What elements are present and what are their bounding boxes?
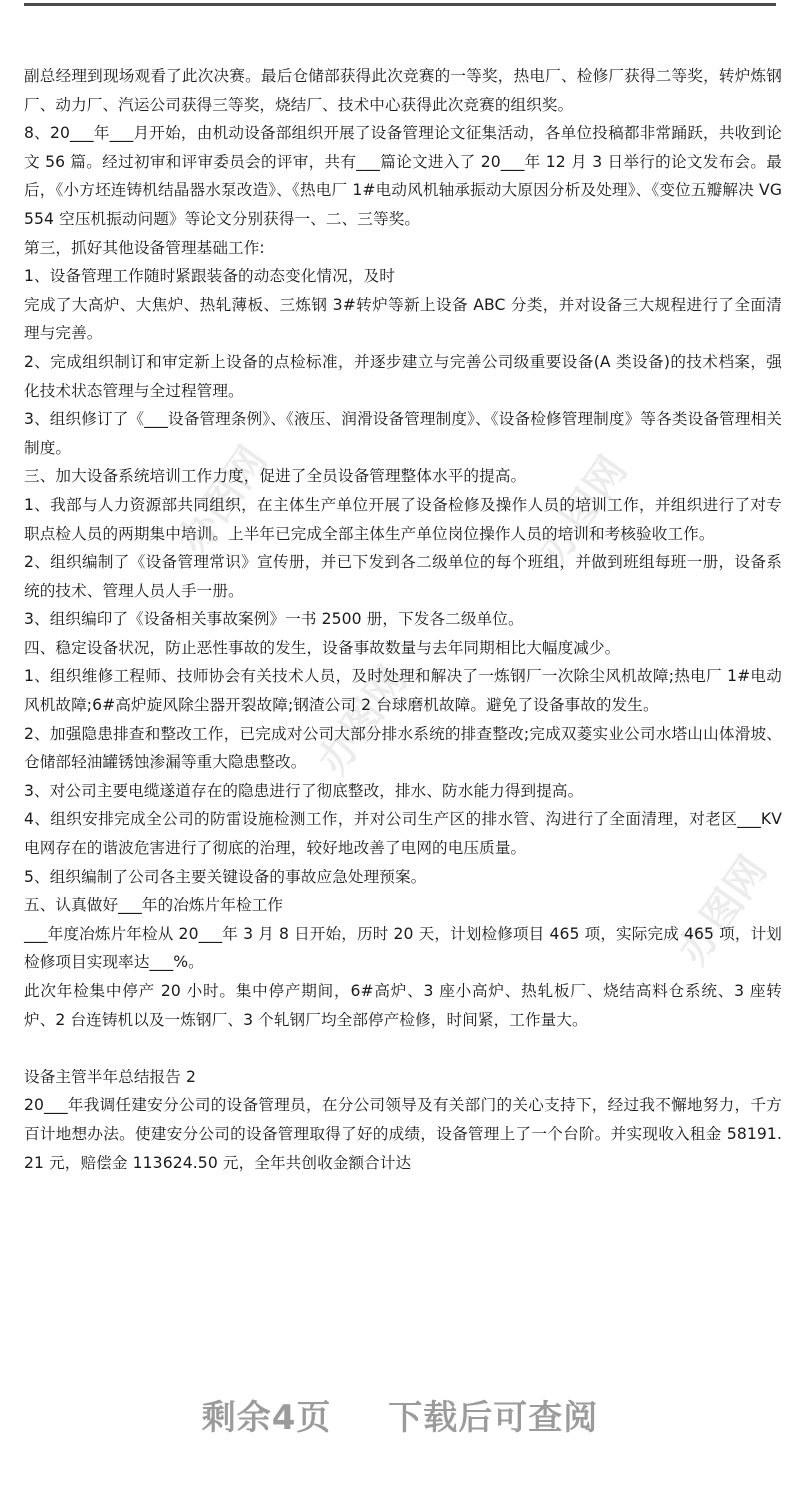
paragraph: 5、组织编制了公司各主要关键设备的事故应急处理预案。 <box>24 867 427 886</box>
watermark: 办图网 <box>669 848 777 973</box>
paragraph: 3、组织编印了《设备相关事故案例》一书 2500 册，下发各二级单位。 <box>24 610 524 629</box>
paragraph: 1、我部与人力资源部共同组织，在主体生产单位开展了设备检修及操作人员的培训工作，并组织进行了对专职点检人员的两期集中培训。上半年已完成全部主体生产单位岗位操作人员的培训和考核验收工作。 <box>24 495 782 543</box>
section-heading: 五、认真做好___年的冶炼片年检工作 <box>24 896 284 915</box>
paragraph: 20___年我调任建安分公司的设备管理员，在分公司领导及有关部门的关心支持下，经过我不懈地努力，千方百计地想办法。使建安分公司的设备管理取得了好的成绩，设备管理上了一个台阶。并实现收入租金 58191.21 元，赔偿金 113624.50 元，全年共创收金额合计达 <box>24 1096 782 1172</box>
watermark: 办图网 <box>309 658 417 783</box>
paragraph: ___年度冶炼片年检从 20___年 3 月 8 日开始，历时 20 天，计划检修项目 465 项，实际完成 465 项，计划检修项目实现率达___%。 <box>24 924 782 972</box>
paragraph: 完成了大高炉、大焦炉、热轧薄板、三炼钢 3#转炉等新上设备 ABC 分类，并对设备三大规程进行了全面清理与完善。 <box>24 295 782 343</box>
paragraph: 3、组织修订了《___设备管理条例》、《液压、润滑设备管理制度》、《设备检修管理制度》等各类设备管理相关制度。 <box>24 410 782 457</box>
section-heading: 三、加大设备系统培训工作力度，促进了全员设备管理整体水平的提高。 <box>24 467 527 486</box>
paragraph: 此次年检集中停产 20 小时。集中停产期间，6#高炉、3 座小高炉、热轧板厂、烧结高料仓系统、3 座转炉、2 台连铸机以及一炼钢厂、3 个轧钢厂均全部停产检修，时间紧，工作量大。 <box>24 982 782 1029</box>
paragraph: 1、设备管理工作随时紧跟装备的动态变化情况，及时 <box>24 267 395 286</box>
report-title: 设备主管半年总结报告 2 <box>24 1067 197 1086</box>
paragraph: 8、20___年___月开始，由机动设备部组织开展了设备管理论文征集活动，各单位投稿都非常踊跃，共收到论文 56 篇。经过初审和评审委员会的评审，共有___篇论文进入了 20___年 12 月 3 日举行的论文发布会。最后，《小方坯连铸机结晶器水泵改造》、《热电厂 1#电动风机轴承振动大原因分析及处理》、《变位五瓣解决 VG554 空压机振动问题》等论文分别获得一、二、三等奖。 <box>24 124 782 228</box>
paragraph: 第三，抓好其他设备管理基础工作: <box>24 238 265 257</box>
watermark: 办图网 <box>529 448 637 573</box>
remaining-pages-text: 剩余4页 <box>201 1398 332 1438</box>
paragraph: 2、组织编制了《设备管理常识》宣传册，并已下发到各二级单位的每个班组，并做到班组每班一册，设备系统的技术、管理人员人手一册。 <box>24 553 782 600</box>
paragraph: 2、完成组织制订和审定新上设备的点检标准，并逐步建立与完善公司级重要设备(A 类设备)的技术档案，强化技术状态管理与全过程管理。 <box>24 352 782 400</box>
paragraph: 3、对公司主要电缆遂道存在的隐患进行了彻底整改，排水、防水能力得到提高。 <box>24 781 584 800</box>
paragraph: 2、加强隐患排查和整改工作，已完成对公司大部分排水系统的排查整改;完成双菱实业公司水塔山山体滑坡、仓储部轻油罐锈蚀渗漏等重大隐患整改。 <box>24 724 782 772</box>
paragraph: 副总经理到现场观看了此次决赛。最后仓储部获得此次竞赛的一等奖，热电厂、检修厂获得二等奖，转炉炼钢厂、动力厂、汽运公司获得三等奖，烧结厂、技术中心获得此次竞赛的组织奖。 <box>24 67 782 114</box>
section-heading: 四、稳定设备状况，防止恶性事故的发生，设备事故数量与去年同期相比大幅度减少。 <box>24 638 621 657</box>
blank-line <box>24 1034 782 1063</box>
watermark: 办图网 <box>169 438 277 563</box>
document-body <box>24 62 782 1177</box>
cropped-previous-line <box>24 0 776 8</box>
download-hint-text: 下载后可查阅 <box>388 1398 599 1438</box>
remaining-pages-banner[interactable] <box>0 1390 800 1439</box>
paragraph: 1、组织维修工程师、技师协会有关技术人员，及时处理和解决了一炼钢厂一次除尘风机故障;热电厂 1#电动风机故障;6#高炉旋风除尘器开裂故障;钢渣公司 2 台球磨机故障。避免了设备事故的发生。 <box>24 667 782 715</box>
paragraph: 4、组织安排完成全公司的防雷设施检测工作，并对公司生产区的排水管、沟进行了全面清理，对老区___KV 电网存在的谐波危害进行了彻底的治理，较好地改善了电网的电压质量。 <box>24 810 782 858</box>
